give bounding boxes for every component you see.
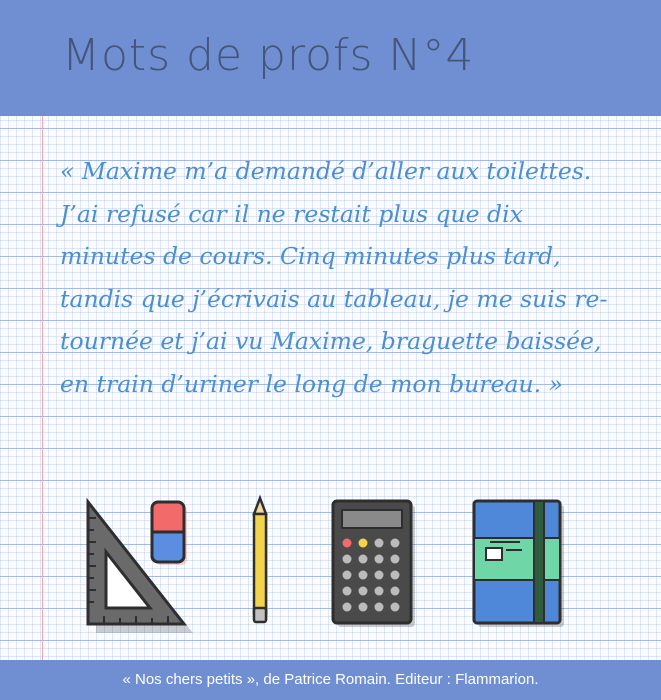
page-title: Mots de profs N°4 bbox=[62, 30, 475, 81]
header-banner bbox=[0, 0, 661, 116]
quote-text bbox=[60, 150, 640, 405]
notebook-icon bbox=[474, 501, 564, 627]
quote-line: J’ai refusé car il ne restait plus que dix bbox=[60, 199, 523, 228]
footer-banner bbox=[0, 660, 661, 700]
quote-line: en train d’uriner le long de mon bureau. » bbox=[60, 369, 563, 398]
quote-line: tournée et j’ai vu Maxime, braguette baissée, bbox=[60, 327, 602, 355]
pencil-icon bbox=[254, 498, 268, 622]
school-supplies-illustration bbox=[0, 490, 661, 640]
quote-line: minutes de cours. Cinq minutes plus tard, bbox=[60, 242, 561, 270]
calculator-icon bbox=[333, 501, 415, 627]
source-credit: « Nos chers petits », de Patrice Romain. Editeur : Flammarion. bbox=[122, 671, 539, 688]
quote-line: tandis que j’écrivais au tableau, je me suis re- bbox=[60, 284, 608, 313]
quote-line: « Maxime m’a demandé d’aller aux toilettes. bbox=[60, 157, 592, 185]
eraser-icon bbox=[152, 502, 187, 565]
